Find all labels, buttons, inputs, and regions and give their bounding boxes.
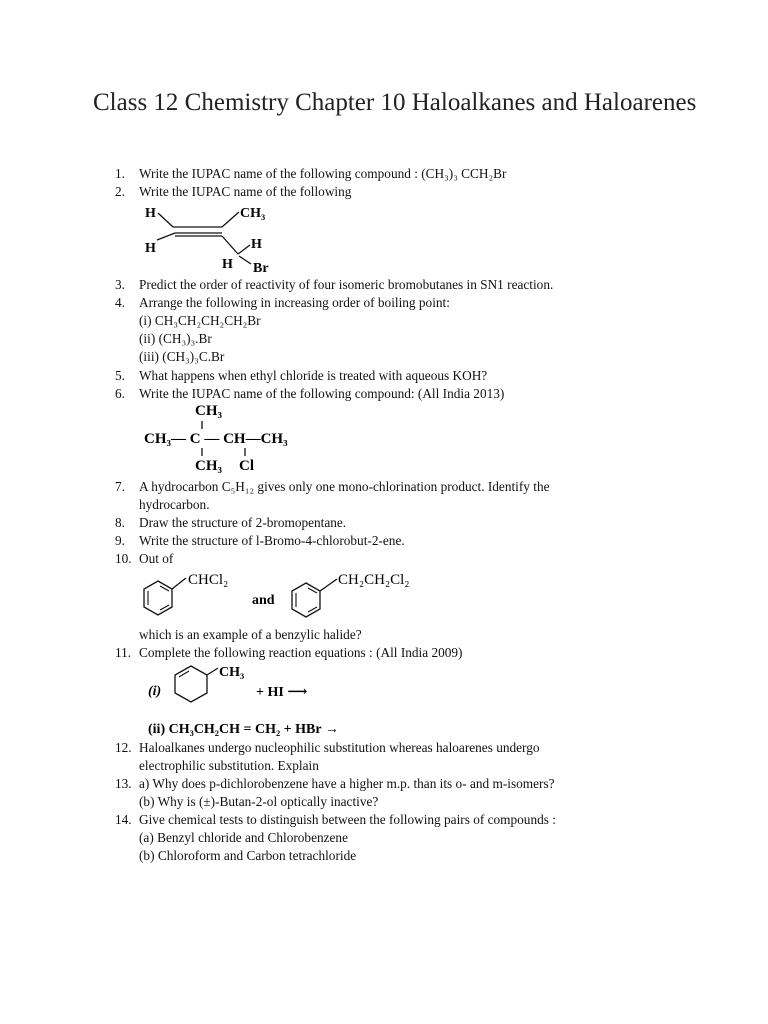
group-label: CH₃	[195, 458, 222, 474]
connector-word: and	[252, 593, 275, 608]
group-label: Cl	[239, 458, 254, 474]
question-text: What happens when ethyl chloride is treated with aqueous KOH?	[139, 368, 488, 383]
option-item: (iii) (CH₃)₃C.Br	[139, 349, 225, 364]
question-text-continued: hydrocarbon.	[139, 497, 210, 512]
reagent-label: + HI ⟶	[256, 685, 308, 700]
question-text: Out of	[139, 551, 174, 566]
question-number: 10.	[115, 551, 132, 566]
option-item: (ii) (CH₃)₃.Br	[139, 331, 212, 346]
main-chain: CH₃— C — CH—CH₃	[144, 431, 288, 447]
substituent-label: CHCl₂	[188, 572, 229, 588]
question-text: Draw the structure of 2-bromopentane.	[139, 515, 347, 530]
question-number: 9.	[115, 533, 125, 548]
group-label: CH₃	[195, 403, 222, 419]
question-number: 8.	[115, 515, 125, 530]
question-text: Give chemical tests to distinguish between the following pairs of compounds :	[139, 812, 556, 827]
figure-q6-structure	[140, 400, 340, 476]
question-text: A hydrocarbon C₅H₁₂ gives only one mono-chlorination product. Identify the	[139, 479, 550, 494]
question-text-continued: which is an example of a benzylic halide?	[139, 627, 362, 642]
question-text: Write the structure of l-Bromo-4-chlorobut-2-ene.	[139, 533, 405, 548]
atom-label: H	[222, 257, 233, 272]
question-text: Haloalkanes undergo nucleophilic substitution whereas haloarenes undergo	[139, 740, 540, 755]
option-item: (b) Chloroform and Carbon tetrachloride	[139, 848, 357, 863]
substituent-label: CH₂CH₂Cl₂	[338, 572, 410, 588]
question-number: 5.	[115, 368, 125, 383]
figure-q10-structures	[138, 566, 438, 624]
question-text: a) Why does p-dichlorobenzene have a higher m.p. than its o- and m-isomers?	[139, 776, 555, 791]
reaction-equation: (ii) CH₃CH₂CH = CH₂ + HBr →	[148, 722, 339, 737]
question-text: Complete the following reaction equations : (All India 2009)	[139, 645, 463, 660]
question-number: 11.	[115, 645, 132, 660]
question-number: 12.	[115, 740, 132, 755]
option-item: (a) Benzyl chloride and Chlorobenzene	[139, 830, 348, 845]
question-text-continued: (b) Why is (±)-Butan-2-ol optically inactive?	[139, 794, 379, 809]
substituent-label: CH₃	[219, 665, 245, 680]
option-item: (i) CH₃CH₂CH₂CH₂Br	[139, 313, 261, 328]
question-text: Arrange the following in increasing order of boiling point:	[139, 295, 450, 310]
page-title: Class 12 Chemistry Chapter 10 Haloalkanes and Haloarenes	[93, 89, 697, 116]
atom-label: H	[145, 206, 156, 221]
question-number: 4.	[115, 295, 125, 310]
question-text-continued: electrophilic substitution. Explain	[139, 758, 319, 773]
figure-q2-structure	[140, 200, 300, 276]
atom-label: H	[251, 237, 262, 252]
question-number: 1.	[115, 166, 125, 181]
atom-label: H	[145, 241, 156, 256]
question-text: Predict the order of reactivity of four isomeric bromobutanes in SN1 reaction.	[139, 277, 554, 292]
question-number: 14.	[115, 812, 132, 827]
question-number: 13.	[115, 776, 132, 791]
question-text: Write the IUPAC name of the following	[139, 184, 352, 199]
question-text: Write the IUPAC name of the following compound : (CH₃)₃ CCH₂Br	[139, 166, 507, 181]
part-label: (i)	[148, 684, 162, 699]
question-text: Write the IUPAC name of the following compound: (All India 2013)	[139, 386, 505, 401]
question-number: 6.	[115, 386, 125, 401]
question-number: 7.	[115, 479, 125, 494]
question-number: 3.	[115, 277, 125, 292]
atom-label: CH₃	[240, 206, 266, 221]
atom-label: Br	[253, 261, 269, 276]
question-number: 2.	[115, 184, 125, 199]
figure-q11-reactions	[140, 660, 460, 740]
